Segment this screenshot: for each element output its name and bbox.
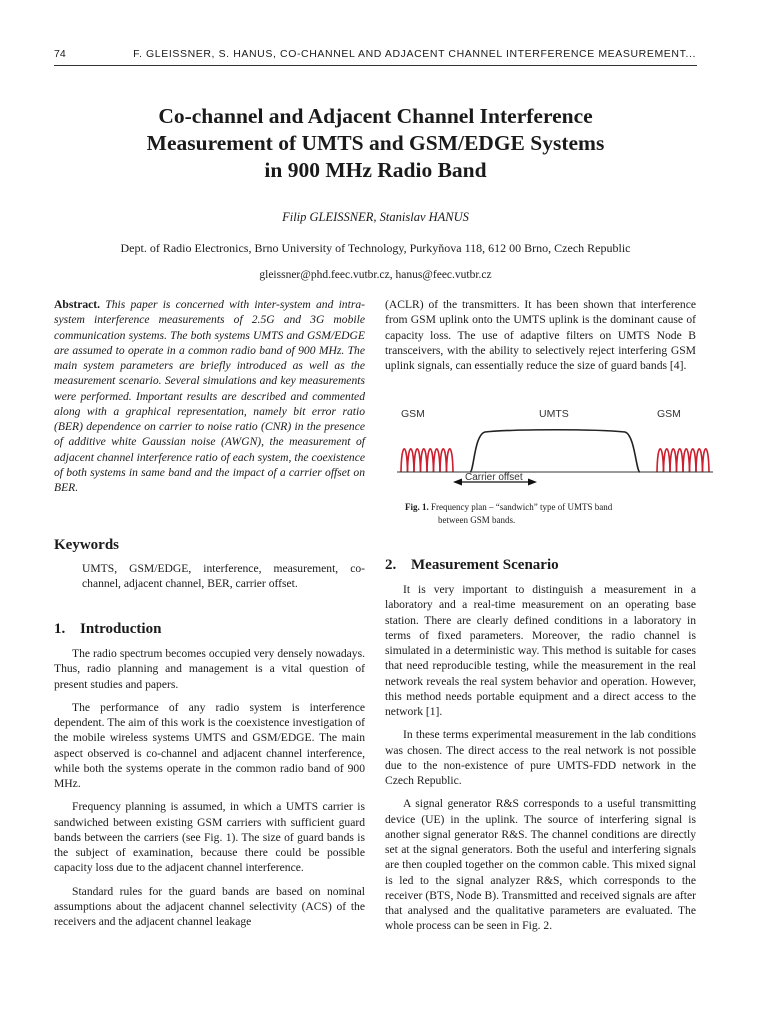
authors: Filip GLEISSNER, Stanislav HANUS: [282, 210, 469, 224]
section-number: 2.: [385, 557, 397, 573]
paragraph: It is very important to distinguish a measurement in a laboratory and a real-time measurement on an operating base station. There are clearly defined conditions in a laboratory in terms of fixed parameters. Moreover, the radio channel is simulated in a deterministic way. This method is suitable for cases that need reproducible testing, while the measurement in the real network reveals the real system behavior and operation. However, this method needs portable equipment and a direct access to the network [1].: [385, 583, 696, 718]
gsm-carrier-lobe: [427, 449, 434, 472]
figure-label: Fig. 1.: [405, 502, 429, 512]
gsm-right-label: GSM: [657, 408, 681, 420]
figure-caption: [405, 501, 710, 527]
caption-text-line2: between GSM bands.: [438, 515, 516, 525]
offset-arrow-left-head: [453, 479, 462, 486]
gsm-carrier-lobe: [683, 449, 690, 472]
abstract-block: [54, 297, 365, 495]
caption-text: Frequency plan – “sandwich” type of UMTS band: [428, 502, 613, 512]
gsm-carrier-lobe: [434, 449, 441, 472]
paragraph: Frequency planning is assumed, in which a UMTS carrier is sandwiched between existing GSM carriers with sufficient guard bands between the carriers (see Fig. 1). The size of guard bands is the subject of examination, because there could be possible capacity loss due to the adjacent channel interference.: [54, 800, 365, 875]
gsm-carrier-lobe: [664, 449, 671, 472]
paragraph: In these terms experimental measurement in the lab conditions was chosen. The direct access to the real network is not possible due to the non-existence of pure UMTS-FDD network in the Czech Republic.: [385, 728, 696, 787]
page-number: 74: [54, 48, 66, 60]
gsm-right-band: [657, 449, 709, 472]
paragraph: The performance of any radio system is interference dependent. The aim of this work is the coexistence investigation of the mobile wireless systems UMTS and GSM/EDGE. The main aspect observed is co-channel and adjacent channel interference, while both the systems operate in the common radio band of 900 MHz.: [54, 700, 365, 790]
gsm-carrier-lobe: [670, 449, 677, 472]
gsm-carrier-lobe: [696, 449, 703, 472]
keywords-text: UMTS, GSM/EDGE, interference, measurement, co-channel, adjacent channel, BER, carrier offset.: [82, 562, 365, 591]
paragraph: Standard rules for the guard bands are based on nominal assumptions about the adjacent channel selectivity (ACS) of the receivers and the adjacent channel leakage: [54, 884, 365, 928]
paper-title: [54, 103, 697, 184]
affiliation: Dept. of Radio Electronics, Brno University of Technology, Purkyňova 118, 612 00 Brno, Czech Republic: [120, 241, 631, 255]
title-line-2: Measurement of UMTS and GSM/EDGE Systems: [146, 131, 605, 155]
section-number: 1.: [54, 621, 66, 637]
right-column-top: [385, 297, 696, 381]
gsm-carrier-lobe: [657, 449, 664, 472]
paragraph: (ACLR) of the transmitters. It has been shown that interference from GSM uplink onto the UMTS uplink is the dominant cause of capacity loss. The use of adaptive filters on UMTS Node B transceivers, with the ability to selectively reject interfering GSM uplink signals, can essentially reduce the size of guard bands [4].: [385, 298, 696, 372]
introduction-body: [54, 646, 365, 937]
abstract-label: Abstract.: [54, 298, 101, 311]
gsm-left-label: GSM: [401, 408, 425, 420]
figure-1: [395, 401, 715, 496]
title-line-1: Co-channel and Adjacent Channel Interference: [158, 104, 593, 128]
keywords-heading: Keywords: [54, 537, 119, 553]
measurement-scenario-body: [385, 582, 696, 942]
offset-arrow-right-head: [528, 479, 537, 486]
running-header: F. GLEISSNER, S. HANUS, CO-CHANNEL AND ADJACENT CHANNEL INTERFERENCE MEASUREMENT...: [133, 48, 696, 60]
umts-label: UMTS: [539, 408, 569, 420]
paragraph: A signal generator R&S corresponds to a useful transmitting device (UE) in the uplink. The source of interfering signal is another signal generator R&S. The channel conditions are directly set at the signal generators. Both the useful and interfering signals are then coupled together on the common cable. This mixed signal is led to the signal analyzer R&S, which corresponds to the receiver (BTS, Node B). Transmitted and received signals are after that analysed and the qualitative parameters are evaluated. The whole process can be seen in Fig. 2.: [385, 797, 696, 933]
title-line-3: in 900 MHz Radio Band: [264, 158, 487, 182]
measurement-scenario-heading: [385, 557, 559, 574]
carrier-offset-label: Carrier offset: [465, 472, 523, 483]
gsm-carrier-lobe: [421, 449, 428, 472]
gsm-carrier-lobe: [677, 449, 684, 472]
abstract: [54, 297, 365, 495]
introduction-heading: [54, 621, 161, 638]
gsm-left-band: [401, 449, 453, 472]
gsm-carrier-lobe: [408, 449, 415, 472]
paragraph: The radio spectrum becomes occupied very densely nowadays. Thus, radio planning and management is a vital question of present studies and papers.: [54, 647, 365, 691]
abstract-body: This paper is concerned with inter-system and intra-system interference measurements of 2.5G and 3G mobile communication systems. The both systems UMTS and GSM/EDGE are assumed to operate in a common radio band of 900 MHz. The main system parameters are briefly introduced as well as the measurement scenario. Several simulations and key measurements were performed. Important results are described and commented along with a graphical representation, namely bit error ratio (BER) dependence on carrier to noise ratio (CNR) in the presence of additive white Gaussian noise (AWGN), the measurement of adjacent channel interference ratio of each system, the coexistence of both systems in same band and the impact of a carrier offset on BER.: [54, 298, 365, 494]
gsm-carrier-lobe: [414, 449, 421, 472]
section-title: Measurement Scenario: [411, 557, 559, 573]
umts-band: [470, 430, 640, 472]
header-rule: [54, 65, 697, 66]
gsm-carrier-lobe: [690, 449, 697, 472]
gsm-carrier-lobe: [703, 449, 710, 472]
gsm-carrier-lobe: [447, 449, 454, 472]
section-title: Introduction: [80, 621, 162, 637]
gsm-carrier-lobe: [401, 449, 408, 472]
author-emails: gleissner@phd.feec.vutbr.cz, hanus@feec.vutbr.cz: [259, 269, 492, 281]
gsm-carrier-lobe: [440, 449, 447, 472]
frequency-plan-diagram: [395, 401, 715, 496]
